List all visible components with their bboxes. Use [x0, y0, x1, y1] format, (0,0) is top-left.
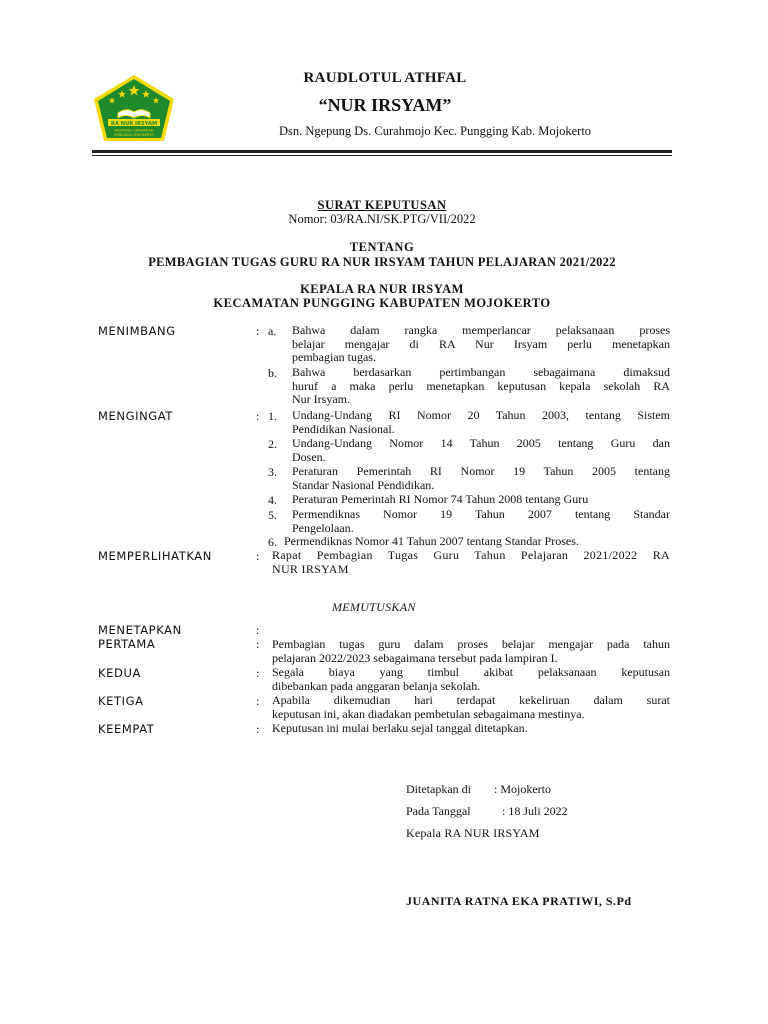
text-line: Undang-Undang Nomor 14 Tahun 2005 tentang Guru dan: [292, 436, 670, 450]
colon: :: [256, 637, 260, 651]
text-line: Permendiknas Nomor 19 Tahun 2007 tentang Standar: [292, 507, 670, 521]
date-value: : 18 Juli 2022: [502, 804, 568, 818]
colon: :: [256, 549, 260, 563]
label-pertama: PERTAMA: [98, 637, 156, 651]
item-marker: 6.: [268, 535, 277, 549]
label-kedua: KEDUA: [98, 666, 141, 680]
text-line: dibebankan pada anggaran belanja sekolah.: [272, 678, 481, 693]
logo-sub2: PUNGGING MOJOKERTO: [113, 133, 155, 137]
label-ketiga: KETIGA: [98, 694, 144, 708]
keempat-text: [272, 722, 670, 736]
colon: :: [256, 409, 260, 423]
menimbang-item-b: [292, 366, 670, 407]
colon: :: [256, 666, 260, 680]
label-memperlihatkan: MEMPERLIHATKAN: [98, 549, 212, 563]
logo-label: RA NUR IRSYAM: [110, 120, 158, 127]
doc-type: SURAT KEPUTUSAN: [317, 198, 447, 212]
text-line: Bahwa berdasarkan pertimbangan sebagaimana dimaksud: [292, 365, 670, 379]
colon: :: [256, 694, 260, 708]
text-line: Pembagian tugas guru dalam proses belajar mengajar pada tahun: [272, 637, 670, 651]
signer-role: Kepala RA NUR IRSYAM: [406, 826, 540, 840]
doc-number: Nomor: 03/RA.NI/SK.PTG/VII/2022: [288, 212, 476, 226]
mengingat-item-4: [292, 493, 670, 507]
text-line: Permendiknas Nomor 41 Tahun 2007 tentang Standar Proses.: [284, 534, 579, 548]
text-line: belajar mengajar di RA Nur Irsyam perlu menetapkan: [292, 336, 670, 351]
school-address: Dsn. Ngepung Ds. Curahmojo Kec. Pungging Kab. Mojokerto: [278, 124, 592, 138]
text-line: Undang-Undang RI Nomor 20 Tahun 2003, tentang Sistem: [292, 408, 670, 422]
text-line: Pengelolaan.: [292, 520, 354, 535]
colon: :: [256, 722, 260, 736]
doc-issuer-2: KECAMATAN PUNGGING KABUPATEN MOJOKERTO: [213, 296, 551, 310]
text-line: NUR IRSYAM: [272, 561, 349, 576]
mengingat-item-5: [292, 508, 670, 535]
signer-name: JUANITA RATNA EKA PRATIWI, S.Pd: [406, 894, 632, 908]
text-line: pembagian tugas.: [292, 350, 376, 364]
text-line: Rapat Pembagian Tugas Guru Tahun Pelajaran 2021/2022 RA: [272, 548, 670, 562]
logo-sub1: NGEPUNG CURAHMOJO: [114, 128, 154, 133]
place-label: Ditetapkan di: [406, 782, 471, 796]
text-line: Keputusan ini mulai berlaku sejal tanggal ditetapkan.: [272, 721, 528, 735]
menimbang-item-a: [292, 324, 670, 365]
item-marker: 5.: [268, 508, 277, 522]
memperlihatkan-text: [272, 549, 670, 576]
doc-issuer-1: KEPALA RA NUR IRSYAM: [300, 282, 464, 296]
item-marker: 1.: [268, 409, 277, 423]
label-menetapkan: MENETAPKAN: [98, 623, 182, 637]
mengingat-item-2: [292, 437, 670, 464]
place-value: : Mojokerto: [494, 782, 551, 796]
doc-subject: PEMBAGIAN TUGAS GURU RA NUR IRSYAM TAHUN PELAJARAN 2021/2022: [148, 255, 616, 269]
kedua-text: [272, 666, 670, 693]
colon: :: [256, 623, 260, 637]
text-line: Peraturan Pemerintah RI Nomor 19 Tahun 2005 tentang: [292, 464, 670, 478]
school-type: RAUDLOTUL ATHFAL: [303, 70, 467, 86]
memutuskan-heading: MEMUTUSKAN: [332, 600, 416, 614]
text-line: Bahwa dalam rangka memperlancar pelaksanaan proses: [292, 323, 670, 337]
ketiga-text: [272, 694, 670, 721]
school-name: “NUR IRSYAM”: [318, 95, 452, 115]
text-line: Dosen.: [292, 449, 326, 464]
pertama-text: [272, 638, 670, 665]
label-keempat: KEEMPAT: [98, 722, 155, 736]
mengingat-item-3: [292, 465, 670, 492]
label-menimbang: MENIMBANG: [98, 324, 176, 338]
mengingat-item-1: [292, 409, 670, 436]
item-marker: 4.: [268, 493, 277, 507]
text-line: keputusan ini, akan diadakan pembetulan sebagaimana mestinya.: [272, 706, 585, 721]
item-marker: a.: [268, 324, 277, 338]
item-marker: 2.: [268, 437, 277, 451]
text-line: Standar Nasional Pendidikan.: [292, 477, 435, 492]
header-rule-thin: [92, 155, 672, 156]
text-line: Segala biaya yang timbul akibat pelaksanaan keputusan: [272, 665, 670, 679]
item-marker: 3.: [268, 465, 277, 479]
text-line: Pendidikan Nasional.: [292, 421, 395, 436]
label-mengingat: MENGINGAT: [98, 409, 174, 423]
header-rule-thick: [92, 150, 672, 153]
text-line: Peraturan Pemerintah RI Nomor 74 Tahun 2008 tentang Guru: [292, 492, 589, 506]
colon: :: [256, 324, 260, 338]
school-logo: [92, 73, 176, 143]
text-line: huruf a maka perlu menetapkan keputusan kepala sekolah RA: [292, 378, 670, 393]
item-marker: b.: [268, 366, 277, 380]
date-label: Pada Tanggal: [406, 804, 471, 818]
text-line: Nur Irsyam.: [292, 392, 350, 406]
doc-about: TENTANG: [349, 240, 415, 254]
text-line: pelajaran 2022/2023 sebagaimana tersebut pada lampiran I.: [272, 650, 558, 665]
mengingat-item-6: [284, 535, 670, 549]
text-line: Apabila dikemudian hari terdapat kekeliruan dalam surat: [272, 693, 670, 707]
